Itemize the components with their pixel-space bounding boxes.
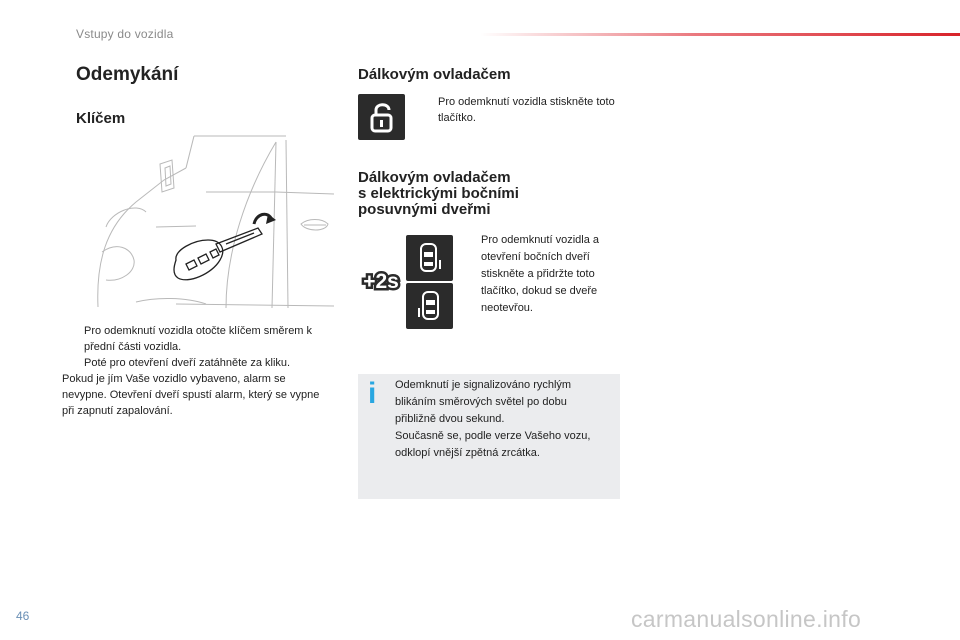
sliding-doors-title [358, 170, 519, 218]
list-item [62, 323, 330, 355]
remote-unlock-text: Pro odemknutí vozidla stiskněte toto tlačítko. [438, 96, 615, 124]
hold-label: +2s [363, 270, 399, 293]
header-accent-bar [480, 33, 960, 36]
page-number: 46 [16, 609, 30, 623]
unlock-button-image [358, 94, 405, 140]
section-title: Vstupy do vozidla [76, 27, 174, 41]
watermark: carmanualsonline.info [631, 606, 862, 632]
sliding-title-line: Dálkovým ovladačem [358, 169, 511, 186]
unlock-padlock-icon [358, 94, 405, 140]
list-item [459, 232, 619, 317]
list-item [416, 94, 616, 126]
info-line: Odemknutí je signalizováno rychlým [395, 379, 572, 391]
sliding-title-line: s elektrickými bočními [358, 185, 519, 202]
key-in-lock-illustration [76, 132, 336, 312]
sliding-unlock-text: Pro odemknutí vozidla a otevření bočních dveří stiskněte a přidržte toto tlačítko, dokud se dveře neotevřou. [481, 234, 600, 314]
info-line: odklopí vnější zpětná zrcátka. [395, 447, 540, 459]
bullet-text: Poté pro otevření dveří zatáhněte za kliku. [84, 357, 291, 369]
sliding-door-left-icon [406, 235, 453, 281]
sliding-door-right-icon [406, 283, 453, 329]
info-line: přibližně dvou sekund. [395, 413, 505, 425]
subtitle-key: Klíčem [76, 110, 126, 127]
sliding-door-left-button [406, 235, 453, 281]
bullet-arrow-icon [416, 94, 438, 126]
page-title: Odemykání [76, 64, 179, 85]
alarm-paragraph: Pokud je jím Vaše vozidlo vybaveno, alarm se nevypne. Otevření dveří spustí alarm, který se vypne při zapnutí zapalování. [62, 373, 320, 417]
bullet-arrow-icon [62, 355, 84, 371]
hold-2s-badge [360, 266, 402, 296]
info-line: Současně se, podle verze Vašeho vozu, [395, 430, 591, 442]
info-text [395, 377, 617, 462]
bullet-arrow-icon [62, 323, 84, 355]
remote-title: Dálkovým ovladačem [358, 66, 511, 83]
list-item [62, 355, 330, 371]
sliding-door-right-button [406, 283, 453, 329]
info-icon: i [368, 377, 377, 410]
key-instructions [62, 323, 330, 419]
bullet-arrow-icon [459, 232, 481, 317]
sliding-title-line: posuvnými dveřmi [358, 201, 491, 218]
info-line: blikáním směrových světel po dobu [395, 396, 567, 408]
info-box [358, 374, 620, 499]
bullet-text: Pro odemknutí vozidla otočte klíčem směrem k přední části vozidla. [84, 325, 313, 353]
